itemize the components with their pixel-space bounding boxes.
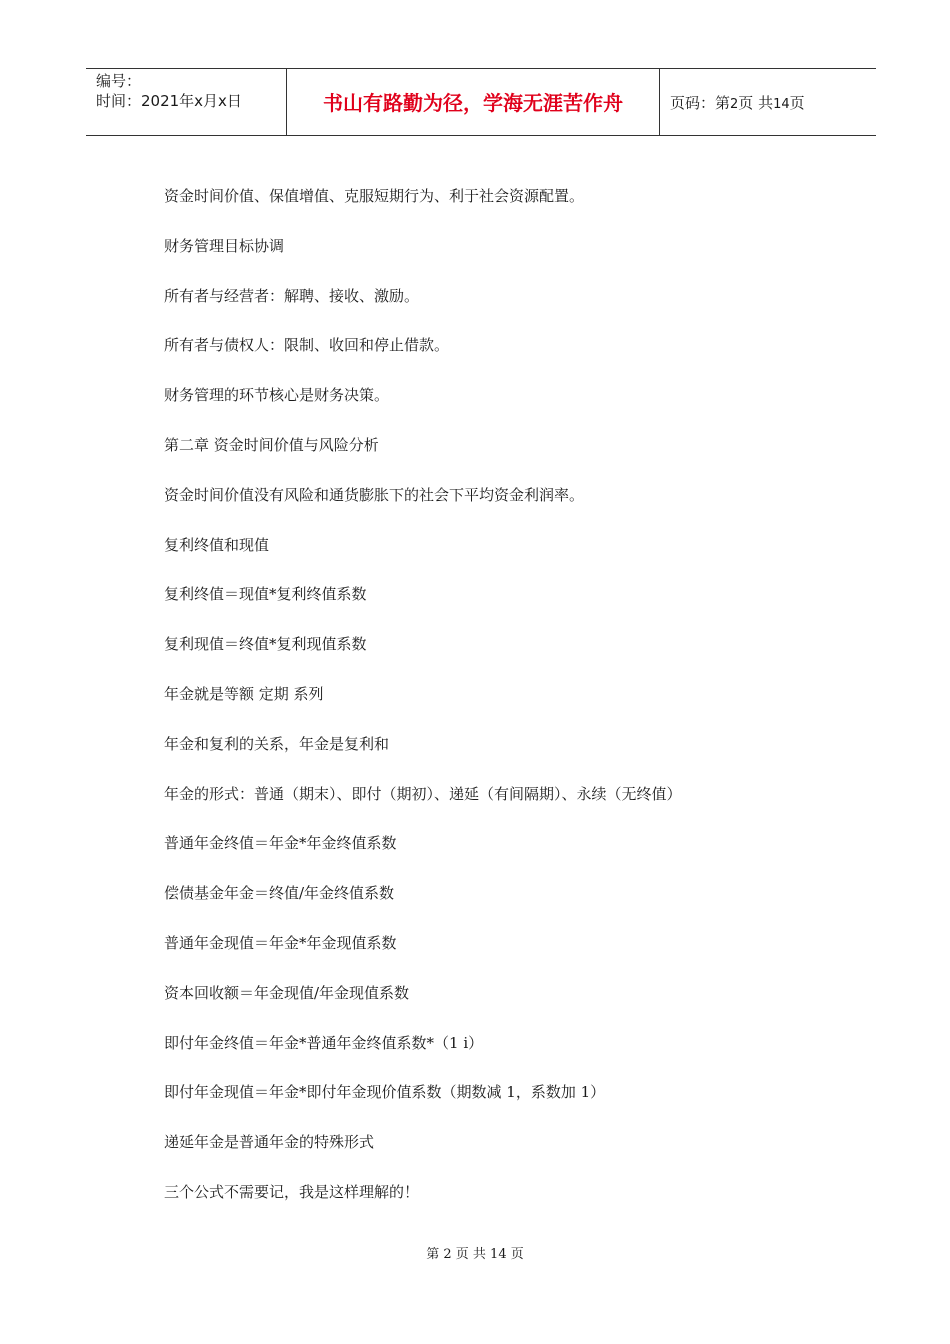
formula-line: 复利现值＝终值*复利现值系数	[164, 635, 367, 654]
body-line: 复利终值和现值	[164, 535, 270, 554]
page-total: 14	[773, 97, 790, 112]
body-line: 财务管理的环节核心是财务决策。	[164, 386, 390, 405]
body-line: 所有者与债权人：限制、收回和停止借款。	[164, 336, 450, 355]
header-motto: 书山有路勤为径，学海无涯苦作舟	[323, 91, 623, 115]
header-divider	[659, 69, 660, 135]
formula-line: 普通年金现值＝年金*年金现值系数	[164, 933, 397, 952]
page-header	[86, 68, 876, 136]
body-line: 所有者与经营者：解聘、接收、激励。	[164, 286, 420, 305]
page-footer: 第 2 页 共 14 页	[426, 1247, 524, 1262]
page-suffix: 页	[789, 94, 805, 112]
body-line: 年金和复利的关系，年金是复利和	[164, 734, 390, 753]
formula-line: 复利终值＝现值*复利终值系数	[164, 585, 367, 604]
page-middle: 页 共	[738, 94, 774, 112]
header-page-info	[670, 93, 805, 115]
body-line: 年金就是等额 定期 系列	[164, 684, 324, 703]
formula-line: 即付年金现值＝年金*即付年金现价值系数（期数减 1，系数加 1）	[164, 1083, 606, 1102]
page-prefix: 页码：第	[670, 94, 731, 112]
body-line: 三个公式不需要记，我是这样理解的！	[164, 1182, 420, 1201]
page-current: 2	[730, 97, 739, 112]
formula-line: 偿债基金年金＝终值/年金终值系数	[164, 884, 395, 903]
body-line: 递延年金是普通年金的特殊形式	[164, 1133, 375, 1152]
formula-line: 即付年金终值＝年金*普通年金终值系数*（1 i）	[164, 1033, 484, 1052]
document-number-label: 编号：	[96, 72, 142, 90]
body-line: 资金时间价值、保值增值、克服短期行为、利于社会资源配置。	[164, 187, 585, 205]
body-line: 资金时间价值没有风险和通货膨胀下的社会下平均资金利润率。	[164, 485, 585, 504]
document-date: 时间：2021年x月x日	[96, 92, 242, 110]
body-line: 年金的形式：普通（期末）、即付（期初）、递延（有间隔期）、永续（无终值）	[164, 784, 682, 803]
formula-line: 资本回收额＝年金现值/年金现值系数	[164, 983, 410, 1002]
header-info	[96, 71, 242, 111]
body-line: 财务管理目标协调	[164, 236, 285, 255]
document-body	[164, 185, 864, 1231]
formula-line: 普通年金终值＝年金*年金终值系数	[164, 834, 397, 853]
chapter-heading: 第二章 资金时间价值与风险分析	[164, 435, 379, 454]
